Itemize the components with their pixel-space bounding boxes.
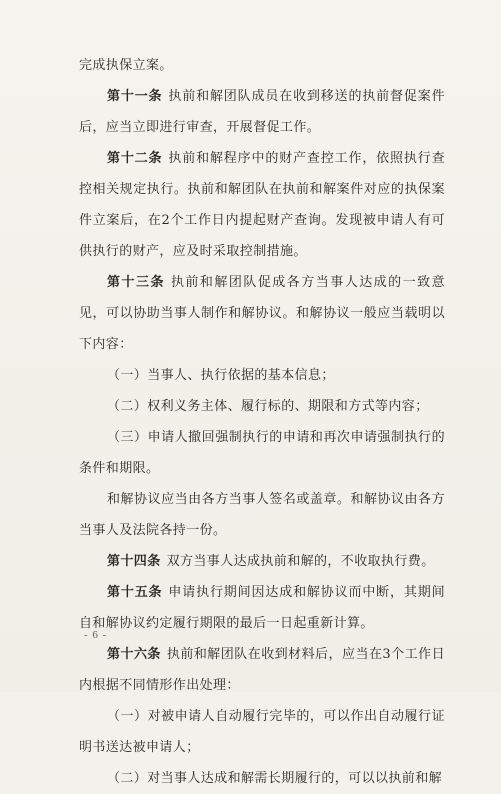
list-item <box>79 763 445 794</box>
list-item <box>79 701 445 763</box>
paragraph-article-13 <box>79 267 445 360</box>
paragraph-text: 执前和解团队在收到材料后，应当在3个工作日内根据不同情形作出处理： <box>79 647 445 693</box>
paragraph-article-15 <box>79 577 445 639</box>
paragraph-article-14 <box>79 546 445 577</box>
list-item <box>79 391 445 422</box>
article-heading: 第十一条 <box>107 89 163 104</box>
body-text <box>79 50 445 794</box>
article-heading: 第十三条 <box>107 275 165 290</box>
article-heading: 第十五条 <box>107 585 163 600</box>
paragraph-text: 双方当事人达成执前和解的，不收取执行费。 <box>166 554 435 569</box>
paragraph-text: 申请执行期间因达成和解协议而中断，其期间自和解协议约定履行期限的最后一日起重新计算。 <box>79 585 445 631</box>
paragraph-text: 执前和解程序中的财产查控工作，依照执行查控相关规定执行。执前和解团队在执前和解案件对应的执保案件立案后，在2个工作日内提起财产查询。发现被申请人有可供执行的财产，应及时采取控制措施。 <box>79 151 445 259</box>
paragraph-text: （三）申请人撤回强制执行的申请和再次申请强制执行的条件和期限。 <box>79 430 445 476</box>
list-item <box>79 422 445 484</box>
paragraph-text: （一）当事人、执行依据的基本信息； <box>107 368 335 383</box>
list-item <box>79 360 445 391</box>
paragraph <box>79 484 445 546</box>
paragraph-text: 执前和解团队成员在收到移送的执前督促案件后，应当立即进行审查，开展督促工作。 <box>79 89 445 135</box>
article-heading: 第十二条 <box>107 151 163 166</box>
paragraph-article-11 <box>79 81 445 143</box>
paragraph-text: （二）权利义务主体、履行标的、期限和方式等内容； <box>107 399 429 414</box>
article-heading: 第十四条 <box>107 554 161 569</box>
paragraph-text: 执前和解团队促成各方当事人达成的一致意见，可以协助当事人制作和解协议。和解协议一般应当载明以下内容： <box>79 275 445 352</box>
paragraph-text: 完成执保立案。 <box>79 58 173 73</box>
article-heading: 第十六条 <box>107 647 161 662</box>
page-number: - 6 - <box>84 629 108 641</box>
paragraph <box>79 50 445 81</box>
paragraph-text: （二）对当事人达成和解需长期履行的，可以以执前和解 <box>107 771 443 786</box>
paragraph-article-12 <box>79 143 445 267</box>
paragraph-text: （一）对被申请人自动履行完毕的，可以作出自动履行证明书送达被申请人； <box>79 709 445 755</box>
paragraph-text: 和解协议应当由各方当事人签名或盖章。和解协议由各方当事人及法院各持一份。 <box>79 492 445 538</box>
